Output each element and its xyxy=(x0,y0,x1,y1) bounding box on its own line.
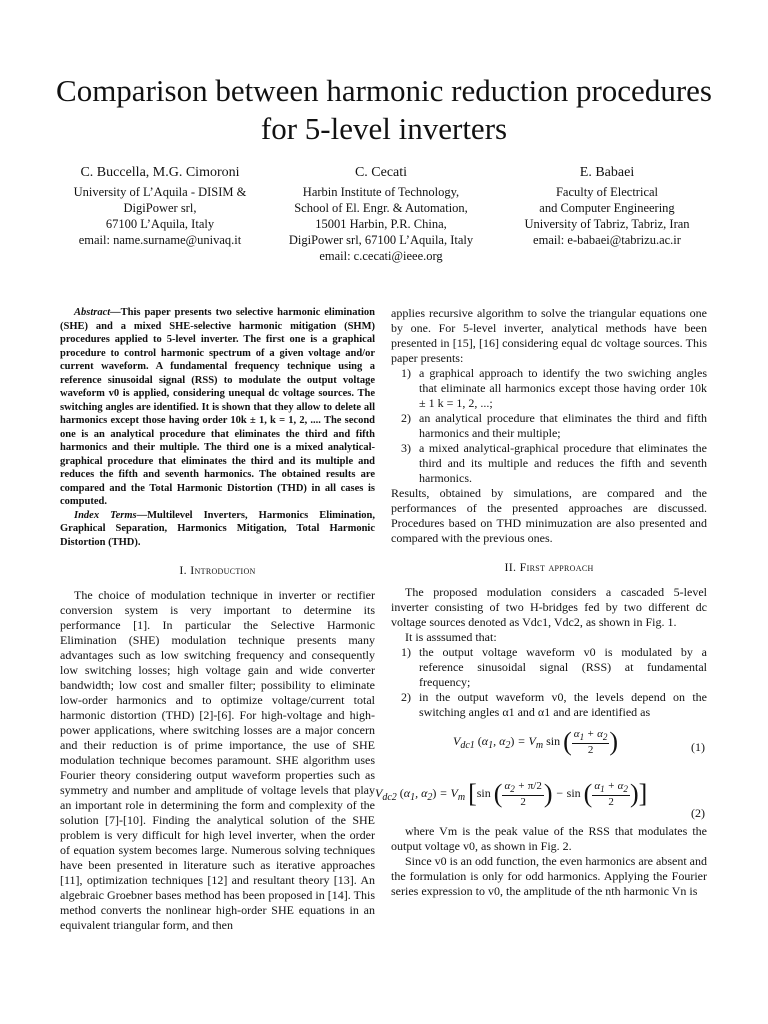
index-terms-text: —Multilevel Inverters, Harmonics Elimination, Graphical Separation, Harmonics Mitigation, Total Harmonic Distortion (THD). xyxy=(60,509,375,548)
section-heading-first-approach xyxy=(391,560,707,575)
assumptions-list xyxy=(391,645,707,720)
list-item xyxy=(391,645,707,690)
section-number: II. xyxy=(504,560,517,574)
vm-definition-paragraph: where Vm is the peak value of the RSS that modulates the output voltage v0, as shown in Fig. 2. xyxy=(391,824,707,853)
list-number: 3) xyxy=(401,441,411,455)
odd-function-paragraph: Since v0 is an odd function, the even harmonics are absent and the formulation is only for odd harmonics. Applying the Fourier series expression to v0, the amplitude of the nth harmonic Vn is xyxy=(391,854,707,898)
author-3 xyxy=(502,164,712,264)
section-title: First approach xyxy=(519,560,594,574)
affiliation-line: School of El. Engr. & Automation, xyxy=(294,201,468,215)
paper-title xyxy=(40,72,728,148)
affiliation-line: DigiPower srl, xyxy=(123,201,197,215)
list-number: 2) xyxy=(401,690,411,704)
author-name: E. Babaei xyxy=(579,165,635,180)
list-number: 2) xyxy=(401,411,411,425)
list-item xyxy=(391,441,707,486)
left-column xyxy=(60,306,375,933)
section-heading-introduction xyxy=(60,563,375,578)
author-email: email: e-babaei@tabrizu.ac.ir xyxy=(533,233,681,247)
affiliation-line: 67100 L’Aquila, Italy xyxy=(105,217,215,231)
author-name: C. Cecati xyxy=(354,165,408,180)
contributions-list xyxy=(391,366,707,486)
abstract-label: Abstract xyxy=(74,307,111,318)
equation-1 xyxy=(391,720,707,774)
affiliation-line: Harbin Institute of Technology, xyxy=(302,185,460,199)
affiliation-line: University of Tabriz, Tabriz, Iran xyxy=(524,217,690,231)
list-text: a graphical approach to identify the two swiching angles that eliminate all harmonics except those having order 10k ± 1 k = 1, 2, ...; xyxy=(419,366,707,410)
author-2 xyxy=(276,164,486,264)
author-1 xyxy=(60,164,260,264)
affiliation-line: 15001 Harbin, P.R. China, xyxy=(315,217,447,231)
list-number: 1) xyxy=(401,645,411,659)
title-line-2: for 5-level inverters xyxy=(260,111,508,146)
affiliation-line: DigiPower srl, 67100 L’Aquila, Italy xyxy=(288,233,474,247)
index-terms xyxy=(60,509,375,550)
author-block xyxy=(60,164,712,264)
index-terms-label: Index Terms xyxy=(74,509,137,521)
list-number: 1) xyxy=(401,366,411,380)
list-item xyxy=(391,690,707,720)
abstract xyxy=(60,306,375,509)
list-text: a mixed analytical-graphical procedure that eliminates the third and its multiple and reduces the fifth and seventh harmonics. xyxy=(419,441,707,485)
author-name: C. Buccella, M.G. Cimoroni xyxy=(80,165,240,180)
affiliation-line: Faculty of Electrical xyxy=(555,185,659,199)
list-item xyxy=(391,366,707,411)
equation-2 xyxy=(375,774,707,824)
abstract-text: —This paper presents two selective harmonic elimination (SHE) and a mixed SHE-selective harmonic mitigation (SHM) procedures applied to 5-level inverter. The first one is a graphical procedure to control harmonic spectrum of a given voltage and/or current waveform. A fundamental frequency technique using a reference sinusoidal signal (RSS) to modulate the output voltage waveform v0 is applied, considering unequal dc voltage sources. The switching angles are identified. It is shown that they allow to delete all harmonics except those having order 10k ± 1, k = 1, 2, .... The second one is an analytical procedure that eliminates the third and fifth harmonics and their multiple. The third one is a mixed analytical-graphical procedure that eliminates the third and its multiple and reduces the fifth and seventh harmonics. The obtained results are compared and the Total Harmonic Distortion (THD) in all cases is computed. xyxy=(60,307,375,507)
equation-2-body: $V_{dc2}$ ($\alpha_1$, $\alpha_2) = V_m$ [sin ( $\frac{\alpha_2 + \pi/2}{2}$ ) − sin ( $\frac{\alpha_1 + \alpha_2}{2}$ )] xyxy=(375,779,648,809)
assumption-intro: It is asssumed that: xyxy=(405,630,497,644)
section-number: I. xyxy=(179,563,187,577)
equation-number: (2) xyxy=(691,806,705,820)
list-text: the output voltage waveform v0 is modulated by a reference sinusoidal signal (RSS) at fundamental frequency; xyxy=(419,645,707,689)
section-title: Introduction xyxy=(190,563,256,577)
author-email: email: c.cecati@ieee.org xyxy=(319,249,443,263)
list-text: in the output waveform v0, the levels depend on the switching angles α1 and α1 and are identified as xyxy=(419,690,707,719)
affiliation-line: University of L’Aquila - DISIM & xyxy=(73,185,247,199)
equation-1-body: $V_{dc1}$ ($\alpha_1$, $\alpha_2) = V_m$ sin ( $\frac{\alpha_1 + \alpha_2}{2}$ ) xyxy=(453,727,619,757)
list-item xyxy=(391,411,707,441)
first-approach-paragraph: The proposed modulation considers a cascaded 5-level inverter consisting of two H-bridges fed by two different dc voltage sources denoted as Vdc1, Vdc2, as shown in Fig. 1. xyxy=(391,585,707,629)
author-email: email: name.surname@univaq.it xyxy=(78,233,242,247)
equation-number: (1) xyxy=(691,740,705,754)
right-column xyxy=(375,306,707,899)
results-paragraph: Results, obtained by simulations, are compared and the performances of the presented approaches are discussed. Procedures based on THD minimuzation are also presented and compared with the previous ones. xyxy=(391,486,707,545)
affiliation-line: and Computer Engineering xyxy=(539,201,675,215)
title-line-1: Comparison between harmonic reduction procedures xyxy=(56,73,712,108)
intro-paragraph: The choice of modulation technique in inverter or rectifier conversion system is very important to determine its performance [1]. In particular the Selective Harmonic Elimination (SHE) modulation technique presents many advantages such as low switching frequency and consequently low switching losses; high voltage gain and wide converter bandwidth; low cost and smaller filter; possibility to eliminate low-order harmonics and to optimize voltage/current total harmonic distortion (THD) [2]-[6]. For high-voltage and high-power applications, where switching losses are a major concern and their reduction is of prime importance, the use of SHE modulation technique becomes paramount. SHE algorithm uses Fourier theory considering output waveform properties such as symmetry and number and amplitude of voltage levels that play an important role in determining the form and complexity of the solution [7]-[10]. Finding the analytical solution of the SHE problem is very difficult for high level inverter, when the order of equation system becomes large. Numerous solving techniques have been presented in literature such as iterative approaches [11], optimization techniques [12] and resultant theory [13]. An algebraic Groebner bases method has been proposed in [14]. This method converts the nonlinear high-order SHE equations in an equivalent triangular form, and then xyxy=(60,588,375,932)
list-text: an analytical procedure that eliminates the third and fifth harmonics and their multiple; xyxy=(419,411,707,440)
intro-continuation: applies recursive algorithm to solve the triangular equations one by one. For 5-level inverter, analytical methods have been presented in [15], [16] considering equal dc voltage sources. This paper presents: xyxy=(391,306,707,365)
